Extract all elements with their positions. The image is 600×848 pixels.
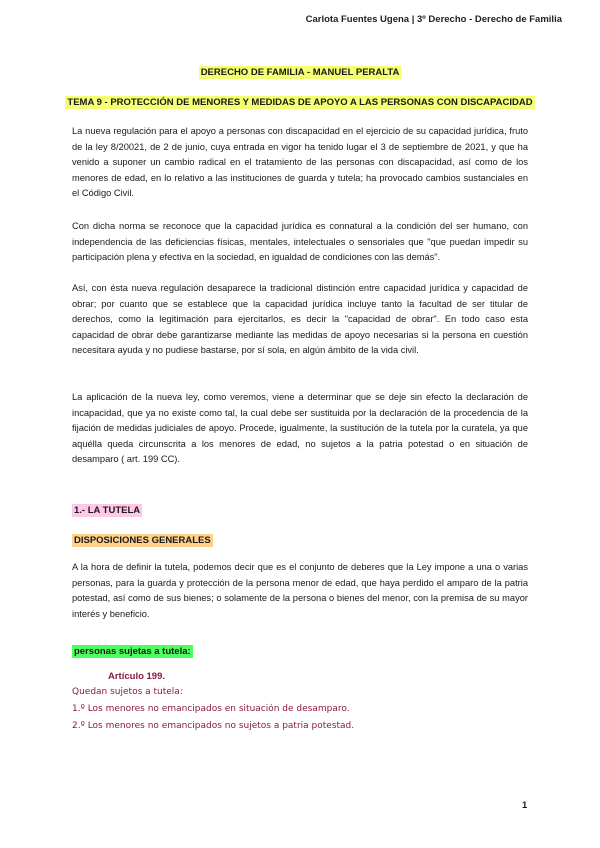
subsection-heading [72, 530, 213, 548]
paragraph-4: La aplicación de la nueva ley, como veremos, viene a determinar que se deje sin efecto la declaración de incapacidad, que ya no existe como tal, la cual debe ser sustituida por la declaración de la procedencia de la fijación de medidas judiciales de apoyo. Procede, igualmente, la sustitución de la tutela por la curatela, ya que aquélla queda circunscrita a los menores de edad, no sujetos a la patria potestad o en situación de desamparo ( art. 199 CC). [72, 392, 528, 465]
document-subtitle-text: TEMA 9 - PROTECCIÓN DE MENORES Y MEDIDAS DE APOYO A LAS PERSONAS CON DISCAPACIDAD [67, 97, 533, 108]
article-body [72, 684, 354, 735]
page-header: Carlota Fuentes Ugena | 3º Derecho - Derecho de Familia [305, 14, 562, 25]
tutela-paragraph: A la hora de definir la tutela, podemos decir que es el conjunto de deberes que la Ley impone a una o varias personas, para la guarda y protección de la persona menor de edad, que haya perdido el amparo de la patria potestad, así como de sus bienes; o solamente de la persona o bienes del menor, con la premisa de su mayor interés y beneficio. [72, 562, 528, 619]
document-title-text: DERECHO DE FAMILIA - MANUEL PERALTA [200, 67, 400, 78]
paragraph-3: Así, con ésta nueva regulación desaparece la tradicional distinción entre capacidad jurídica y capacidad de obrar; por cuanto que se establece que la capacidad jurídica incluye tanto la facultad de ser titular de derechos, como la legitimación para ejercitarlos, es decir la "capacidad de obrar". En todo caso esta capacidad de obrar debe garantizarse mediante las medidas de apoyo necesarias si la persona en cuestión necesitara ayuda y no pudiese bastarse, por sí sola, en algún ámbito de la vida civil. [72, 283, 528, 356]
article-title: Artículo 199. [108, 671, 166, 682]
article-intro: Quedan sujetos a tutela: [72, 687, 183, 697]
paragraph-1: La nueva regulación para el apoyo a personas con discapacidad en el ejercicio de su capacidad jurídica, fruto de la ley 8/20021, de 2 de junio, cuya entrada en vigor ha tenido lugar el 3 de septiembre de 2021, y que ha venido a suponer un cambio radical en el tratamiento de las personas con discapacidad, así como de los menores de edad, en lo relativo a las instituciones de guarda y tutela; ha provocado cambios sustanciales en el Código Civil. [72, 126, 528, 199]
paragraph-2: Con dicha norma se reconoce que la capacidad jurídica es connatural a la condición del ser humano, con independencia de las deficiencias físicas, mentales, intelectuales o sensoriales que "que puedan impedir su participación plena y efectiva en la sociedad, en igualdad de condiciones con las demás". [72, 221, 528, 263]
section-heading [72, 500, 142, 518]
document-title [0, 67, 600, 78]
page-number: 1 [522, 800, 528, 811]
section-heading-text: 1.- LA TUTELA [74, 505, 141, 516]
subject-label [72, 641, 193, 659]
subject-label-text: personas sujetas a tutela: [74, 646, 191, 657]
document-subtitle [0, 97, 600, 108]
article-item: 2.º Los menores no emancipados no sujetos a patria potestad. [72, 721, 355, 731]
subsection-heading-text: DISPOSICIONES GENERALES [74, 535, 211, 546]
article-item: 1.º Los menores no emancipados en situación de desamparo. [72, 704, 350, 714]
